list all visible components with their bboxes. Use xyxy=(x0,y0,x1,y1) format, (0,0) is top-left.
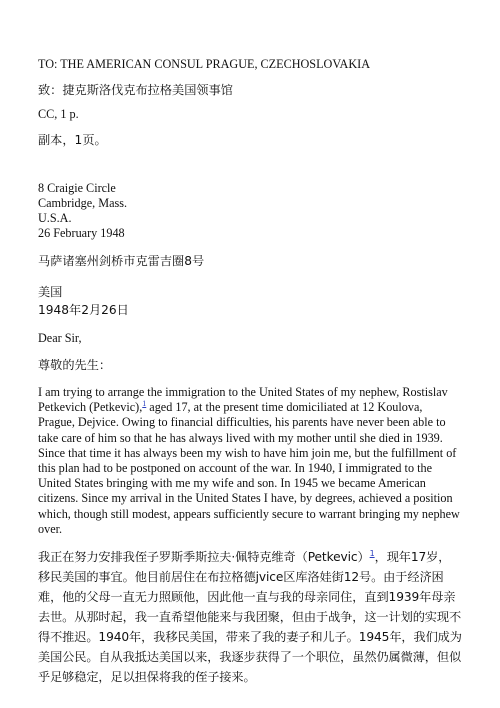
body-text-zh: 我正在努力安排我侄子罗斯季斯拉夫·佩特克维奇（Petkevic） xyxy=(38,550,370,565)
sender-address-en xyxy=(38,181,462,241)
address-line-zh: 美国 xyxy=(38,285,63,299)
address-line: U.S.A. xyxy=(38,211,72,225)
letter-date-en: 26 February 1948 xyxy=(38,226,125,240)
cc-en: CC, 1 p. xyxy=(38,107,79,121)
footnote-link[interactable]: 1 xyxy=(142,399,147,409)
address-spacer xyxy=(38,270,462,283)
body-text-en: I am trying to arrange the immigration to the United States of my nephew, Rostislav Petkevich (Petkevic), xyxy=(38,385,448,415)
letter-date-zh: 1948年2月26日 xyxy=(38,303,129,317)
address-line-zh: 马萨诸塞州剑桥市克雷吉圈8号 xyxy=(38,254,205,268)
sender-address-zh xyxy=(38,252,462,319)
salutation-en: Dear Sir, xyxy=(38,331,82,345)
body-text-en-continued: aged 17, at the present time domiciliated at 12 Koulova, Prague, Dejvice. Owing to financial difficulties, his parents have never been able to take care of him so that he has always lived with my mother until she died in 1939. Since that time it has always been my wish to have him join me, but the fulfillment of this plan had to be postponed on account of the war. In 1940, I immigrated to the United States bringing with me my wife and son. In 1945 we became American citizens. Since my arrival in the United States I have, by degrees, achieved a position which, though still modest, appears sufficiently secure to warrant bringing my nephew over. xyxy=(38,400,460,536)
salutation-zh: 尊敬的先生： xyxy=(38,358,112,372)
body-text-zh-continued: ，现年17岁，移民美国的事宜。他目前居住在布拉格德jvice区库洛娃街12号。由于经济困难，他的父母一直无力照顾他，因此他一直与我的母亲同住，直到1939年母亲去世。从那时起，我一直希望他能来与我团聚，但由于战争，这一计划的实现不得不推迟。1940年，我移民美国，带来了我的妻子和儿子。1945年，我们成为美国公民。自从我抵达美国以来，我逐步获得了一个职位，虽然仍属微薄，但似乎足够稳定，足以担保将我的侄子接来。 xyxy=(38,550,462,685)
address-line: Cambridge, Mass. xyxy=(38,196,128,210)
body-paragraph-zh xyxy=(38,547,462,687)
footnote-link-zh[interactable]: 1 xyxy=(369,548,375,558)
cc-zh: 副本，1页。 xyxy=(38,133,107,147)
address-line: 8 Craigie Circle xyxy=(38,181,116,195)
letter-content xyxy=(38,57,462,687)
recipient-zh: 致：捷克斯洛伐克布拉格美国领事馆 xyxy=(38,83,233,97)
body-paragraph-en xyxy=(38,385,462,537)
recipient-en: TO: THE AMERICAN CONSUL PRAGUE, CZECHOSLOVAKIA xyxy=(38,57,371,71)
